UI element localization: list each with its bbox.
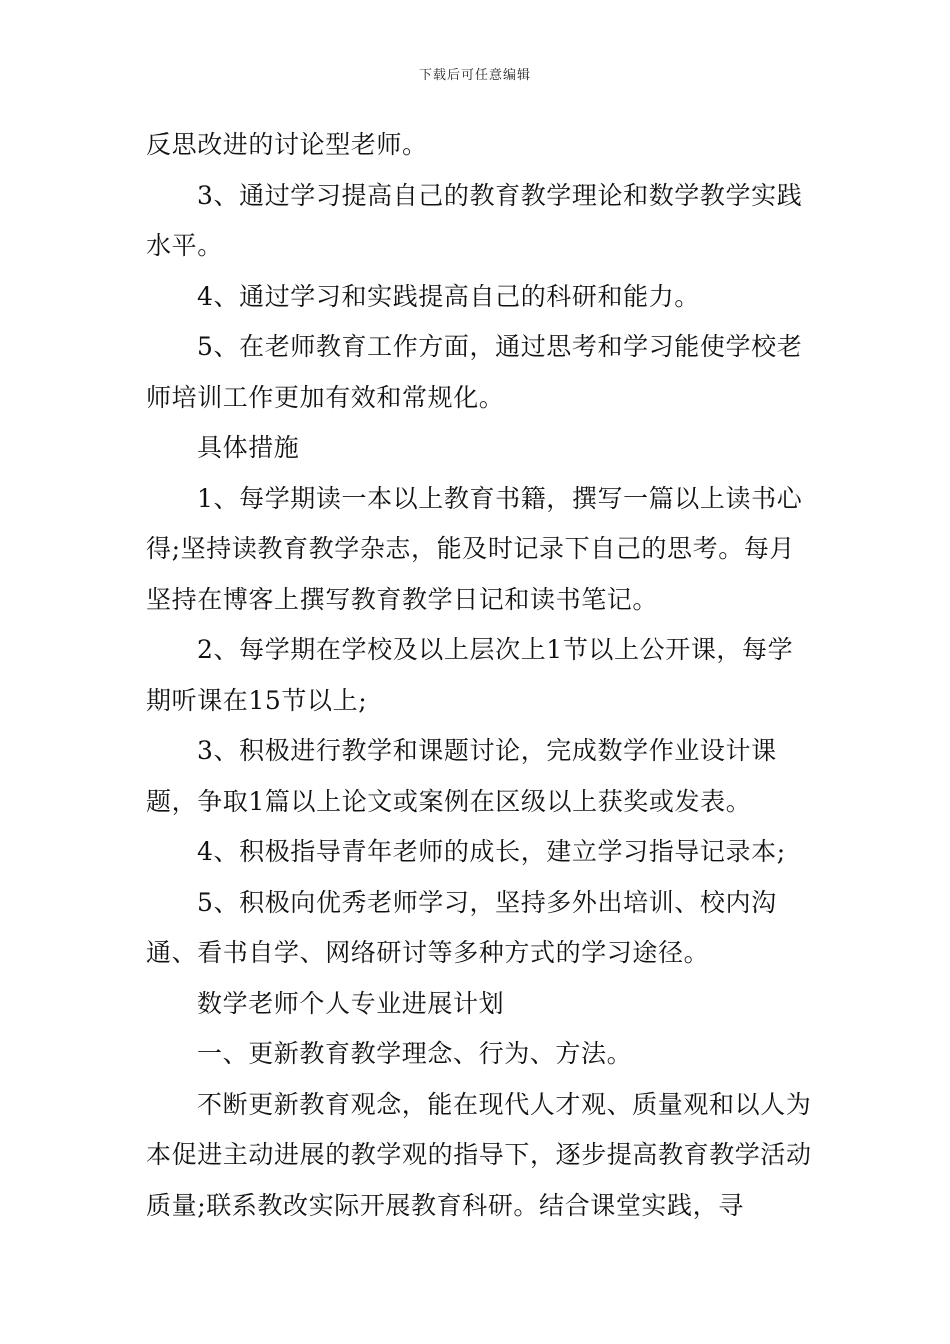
paragraph-1: 反思改进的讨论型老师。 bbox=[146, 130, 428, 159]
paragraph-8: 3、积极进行教学和课题讨论，完成数学作业设计课题，争取1篇以上论文或案例在区级以上获奖或发表。 bbox=[146, 736, 777, 816]
page-header-note: 下载后可任意编辑 bbox=[418, 68, 531, 83]
paragraph-4: 5、在老师教育工作方面，通过思考和学习能使学校老师培训工作更加有效和常规化。 bbox=[146, 332, 803, 412]
section-heading-1: 一、更新教育教学理念、行为、方法。 bbox=[197, 1039, 633, 1068]
paragraph-9: 4、积极指导青年老师的成长，建立学习指导记录本; bbox=[197, 837, 786, 866]
paragraph-2: 3、通过学习提高自己的教育教学理论和数学教学实践水平。 bbox=[146, 180, 803, 260]
paragraph-7: 2、每学期在学校及以上层次上1节以上公开课，每学期听课在15节以上; bbox=[146, 635, 794, 715]
section-heading-plan: 数学老师个人专业进展计划 bbox=[197, 988, 505, 1018]
paragraph-6: 1、每学期读一本以上教育书籍，撰写一篇以上读书心得;坚持读教育教学杂志，能及时记录下自己的思考。每月坚持在博客上撰写教育教学日记和读书笔记。 bbox=[146, 483, 803, 614]
paragraph-10: 5、积极向优秀老师学习，坚持多外出培训、校内沟通、看书自学、网络研讨等多种方式的学习途径。 bbox=[146, 887, 777, 967]
paragraph-13: 不断更新教育观念，能在现代人才观、质量观和以人为本促进主动进展的教学观的指导下，逐步提高教育教学活动质量;联系教改实际开展教育科研。结合课堂实践，寻 bbox=[146, 1089, 812, 1220]
paragraph-3: 4、通过学习和实践提高自己的科研和能力。 bbox=[197, 281, 700, 311]
section-heading-measures: 具体措施 bbox=[197, 433, 300, 462]
document-body bbox=[146, 120, 816, 1231]
